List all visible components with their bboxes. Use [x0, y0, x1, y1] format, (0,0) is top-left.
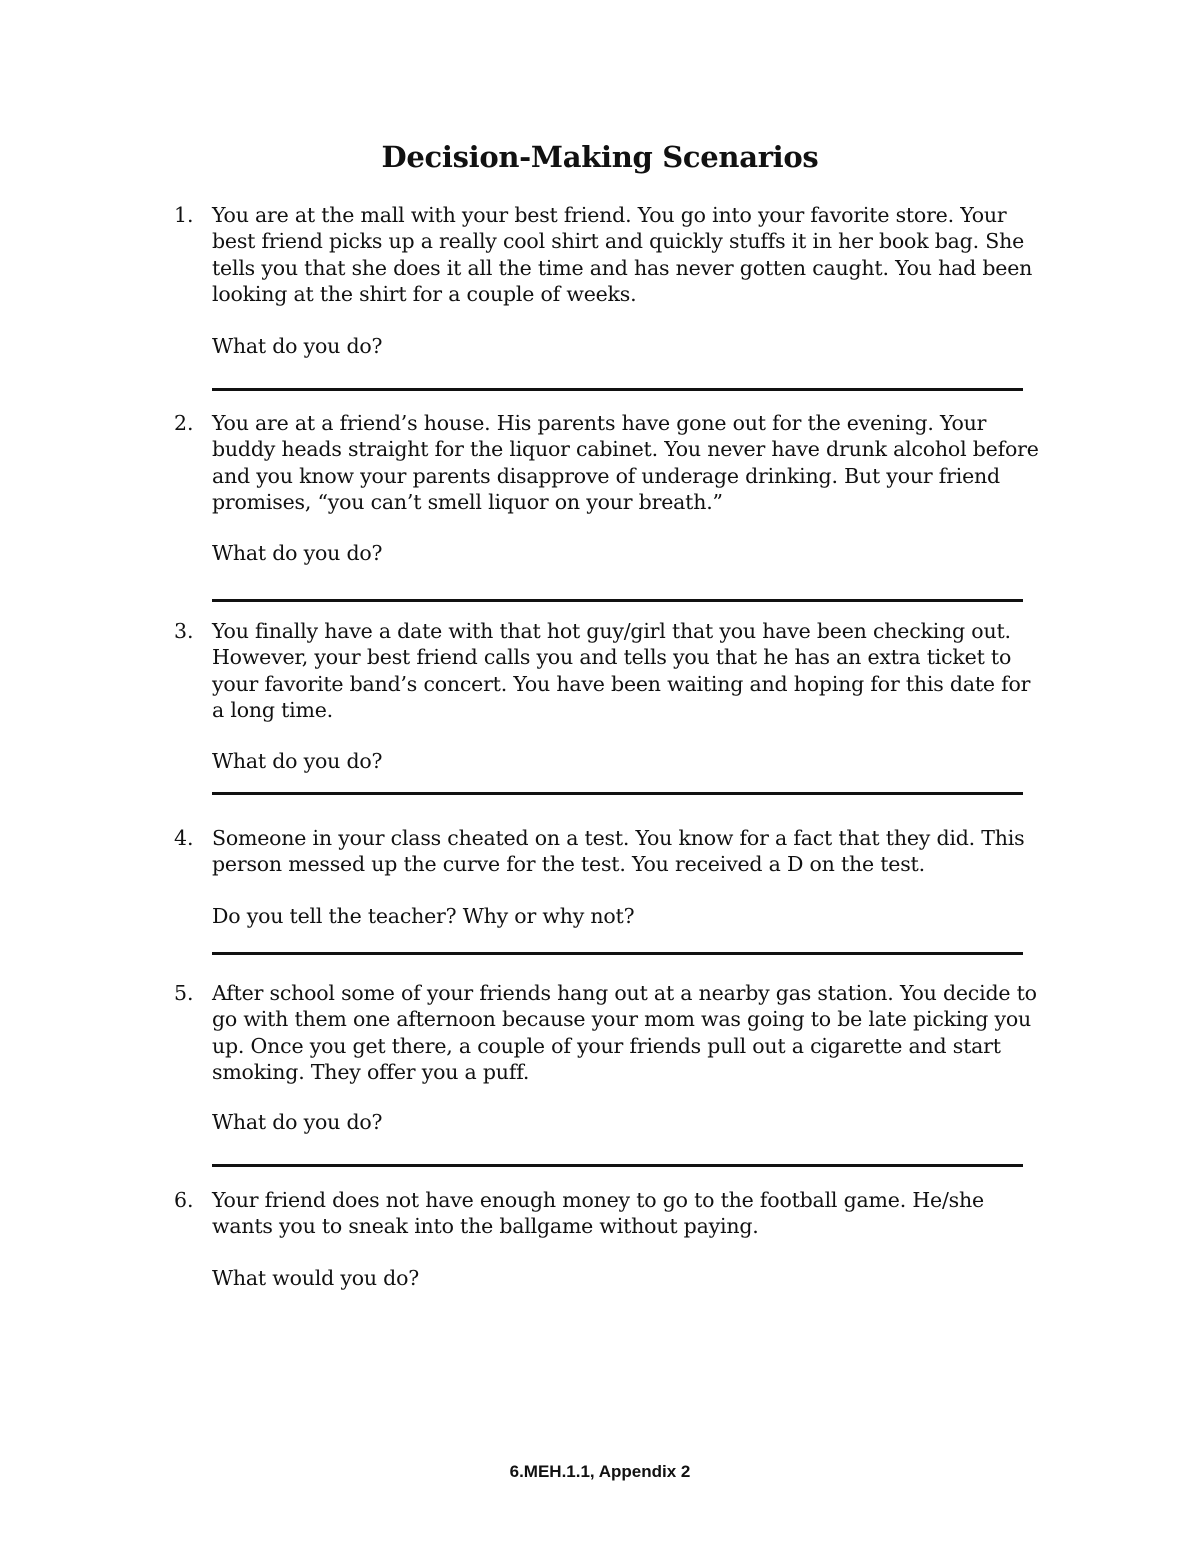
scenario-question: What do you do?: [212, 541, 383, 565]
page-title: Decision-Making Scenarios: [381, 140, 819, 174]
scenario-text: Your friend does not have enough money to go to the football game. He/she wants you to sneak into the ballgame without paying.: [212, 1188, 984, 1239]
scenario-number: 3.: [174, 619, 194, 643]
scenario-text: You finally have a date with that hot guy/girl that you have been checking out. However, your best friend calls you and tells you that he has an extra ticket to your favorite band’s concert. You have been waiting and hoping for this date for a long time.: [212, 619, 1031, 722]
scenario-question: What do you do?: [212, 749, 383, 773]
answer-line: [212, 1164, 1023, 1167]
scenario-number: 6.: [174, 1188, 194, 1212]
scenario-number: 2.: [174, 411, 194, 435]
scenario-text: After school some of your friends hang out at a nearby gas station. You decide to go with them one afternoon because your mom was going to be late picking you up. Once you get there, a couple of your friends pull out a cigarette and start smoking. They offer you a puff.: [212, 981, 1037, 1084]
scenario-number: 1.: [174, 203, 194, 227]
answer-line: [212, 599, 1023, 602]
scenario-text: You are at a friend’s house. His parents have gone out for the evening. Your buddy heads straight for the liquor cabinet. You never have drunk alcohol before and you know your parents disapprove of underage drinking. But your friend promises, “you can’t smell liquor on your breath.”: [212, 411, 1039, 514]
page-footer: 6.MEH.1.1, Appendix 2: [509, 1462, 691, 1481]
answer-line: [212, 388, 1023, 391]
scenario-question: What do you do?: [212, 1110, 383, 1134]
scenario-number: 5.: [174, 981, 194, 1005]
scenario-question: What would you do?: [212, 1266, 420, 1290]
scenario-text: Someone in your class cheated on a test. You know for a fact that they did. This person messed up the curve for the test. You received a D on the test.: [212, 826, 1025, 877]
scenario-number: 4.: [174, 826, 194, 850]
scenario-text: You are at the mall with your best friend. You go into your favorite store. Your best friend picks up a really cool shirt and quickly stuffs it in her book bag. She tells you that she does it all the time and has never gotten caught. You had been looking at the shirt for a couple of weeks.: [212, 203, 1033, 306]
answer-line: [212, 952, 1023, 955]
scenario-question: Do you tell the teacher? Why or why not?: [212, 904, 635, 928]
scenario-question: What do you do?: [212, 334, 383, 358]
answer-line: [212, 792, 1023, 795]
